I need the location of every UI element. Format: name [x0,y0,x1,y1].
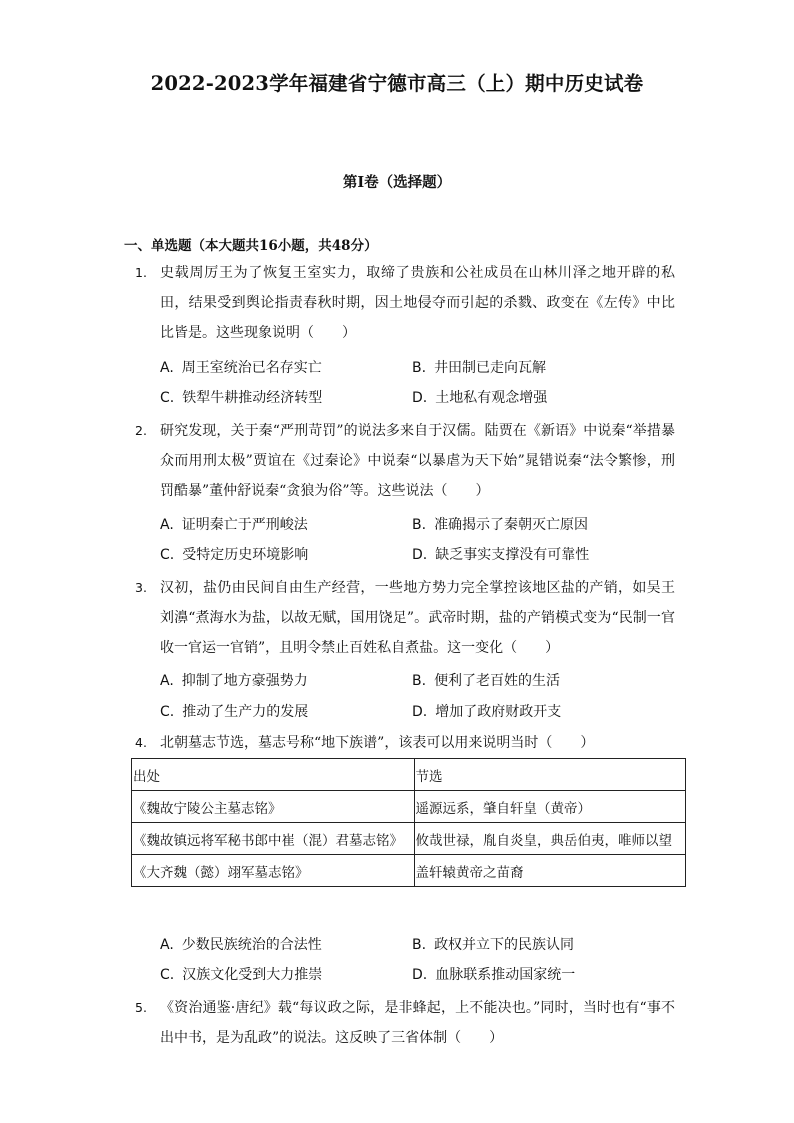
excerpt-table [131,758,686,887]
option-c[interactable] [160,544,308,564]
option-letter: D. [412,967,428,983]
option-text: 证明秦亡于严刑峻法 [181,517,308,533]
question-5 [135,993,675,1053]
table-header-cell: 节选 [414,759,685,791]
option-letter: A. [160,937,174,953]
option-text: 血脉联系推动国家统一 [435,967,576,983]
table-row [132,791,686,823]
table-cell: 《魏故宁陵公主墓志铭》 [132,791,415,823]
table-cell: 盖轩辕黄帝之苗裔 [414,855,685,887]
question-text: 汉初，盐仍由民间自由生产经营，一些地方势力完全掌控该地区盐的产销，如吴王刘濞“煮海水为盐，以故无赋，国用饶足”。武帝时期，盐的产销模式变为“民制一官收一官运一官销”，且明令禁止百姓私自煮盐。这一变化（ ） [160,580,675,656]
option-letter: A. [160,673,174,689]
option-letter: C. [160,704,175,720]
option-text: 受特定历史环境影响 [182,547,309,563]
option-b[interactable] [412,934,574,954]
option-text: 政权并立下的民族认同 [434,937,575,953]
table-cell: 攸哉世禄，胤自炎皇，典岳伯夷，唯师以望 [414,823,685,855]
question-number: 2. [135,423,147,438]
option-text: 少数民族统治的合法性 [181,937,322,953]
option-letter: D. [412,704,428,720]
question-text: 北朝墓志节选，墓志号称“地下族谱”，该表可以用来说明当时（ ） [160,735,595,751]
option-c[interactable] [160,964,322,984]
exam-title: 2022-2023学年福建省宁德市高三（上）期中历史试卷 [150,72,644,95]
option-b[interactable] [412,670,560,690]
option-text: 土地私有观念增强 [435,390,548,406]
option-a[interactable] [160,357,322,377]
option-d[interactable] [412,964,575,984]
question-3 [135,573,675,663]
option-text: 铁犁牛耕推动经济转型 [182,390,323,406]
option-letter: B. [412,937,427,953]
question-text: 《资治通鉴·唐纪》载“每议政之际，是非蜂起，上不能决也。”同时，当时也有“事不出中书，是为乱政”的说法。这反映了三省体制（ ） [160,1000,675,1046]
option-letter: C. [160,547,175,563]
option-c[interactable] [160,701,308,721]
option-a[interactable] [160,934,322,954]
option-b[interactable] [412,514,588,534]
question-number: 1. [135,265,147,280]
section-heading: 一、单选题（本大题共16小题，共48分） [124,238,378,254]
table-cell: 遥源远系，肇自轩皇（黄帝） [414,791,685,823]
question-text: 史载周厉王为了恢复王室实力，取缔了贵族和公社成员在山林川泽之地开辟的私田，结果受到舆论指责春秋时期，因土地侵夺而引起的杀戮、政变在《左传》中比比皆是。这些现象说明（ ） [160,265,675,341]
option-a[interactable] [160,514,308,534]
option-letter: B. [412,517,427,533]
option-text: 周王室统治已名存实亡 [181,360,322,376]
question-2 [135,416,675,506]
option-text: 汉族文化受到大力推崇 [182,967,323,983]
table-cell: 《魏故镇远将军秘书郎中崔（混）君墓志铭》 [132,823,415,855]
option-c[interactable] [160,387,322,407]
question-number: 4. [135,735,147,750]
option-d[interactable] [412,701,561,721]
option-d[interactable] [412,544,589,564]
option-text: 增加了政府财政开支 [435,704,562,720]
question-number: 5. [135,1000,147,1015]
option-text: 准确揭示了秦朝灭亡原因 [434,517,589,533]
question-number: 3. [135,580,147,595]
option-letter: B. [412,673,427,689]
option-text: 井田制已走向瓦解 [434,360,547,376]
option-letter: C. [160,967,175,983]
option-text: 缺乏事实支撑没有可靠性 [435,547,590,563]
option-text: 抑制了地方豪强势力 [181,673,308,689]
option-letter: B. [412,360,427,376]
part-heading: 第I卷（选择题） [342,174,452,191]
table-row [132,823,686,855]
option-letter: A. [160,360,174,376]
option-letter: D. [412,390,428,406]
table-header-cell: 出处 [132,759,415,791]
table-header-row [132,759,686,791]
option-b[interactable] [412,357,546,377]
question-4 [135,728,675,758]
table-cell: 《大齐魏（懿）翊军墓志铭》 [132,855,415,887]
option-d[interactable] [412,387,547,407]
option-text: 推动了生产力的发展 [182,704,309,720]
table-row [132,855,686,887]
question-1 [135,258,675,348]
option-a[interactable] [160,670,308,690]
option-letter: A. [160,517,174,533]
option-letter: C. [160,390,175,406]
option-text: 便利了老百姓的生活 [434,673,561,689]
option-letter: D. [412,547,428,563]
question-text: 研究发现，关于秦“严刑苛罚”的说法多来自于汉儒。陆贾在《新语》中说秦“举措暴众而用刑太极”贾谊在《过秦论》中说秦“以暴虐为天下始”晁错说秦“法令繁惨，刑罚酷暴”董仲舒说秦“贪狼为俗”等。这些说法（ ） [160,423,675,499]
